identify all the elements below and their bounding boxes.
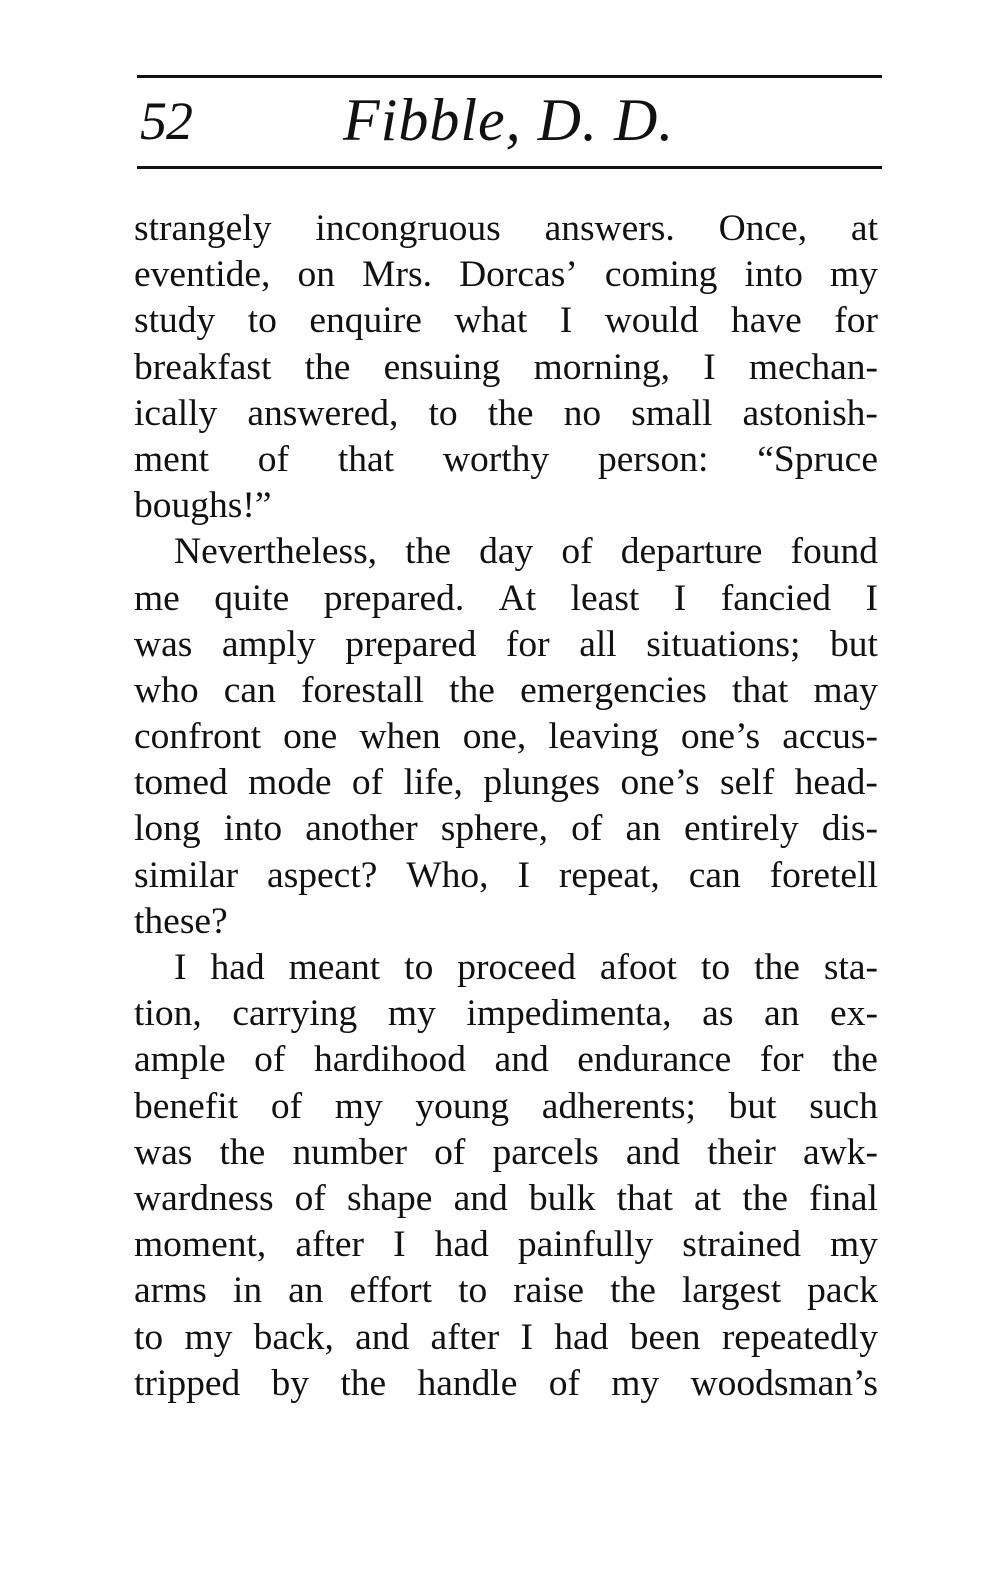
text-line: was the number of parcels and their awk-: [134, 1131, 878, 1173]
text-line: similar aspect? Who, I repeat, can foretell: [134, 854, 878, 896]
body-text: [134, 206, 878, 1407]
text-line: arms in an effort to raise the largest pack: [134, 1270, 878, 1312]
text-line: wardness of shape and bulk that at the final: [134, 1177, 878, 1219]
text-line: long into another sphere, of an entirely dis-: [134, 808, 878, 850]
text-line: tripped by the handle of my woodsman’s: [134, 1362, 878, 1404]
text-line: ment of that worthy person: “Spruce: [134, 438, 878, 480]
text-line: study to enquire what I would have for: [134, 300, 878, 342]
page-number: 52: [140, 91, 192, 151]
text-line: who can forestall the emergencies that may: [134, 669, 878, 711]
running-title: Fibble, D. D.: [343, 87, 675, 153]
text-line: I had meant to proceed afoot to the sta-: [174, 947, 878, 988]
text-line: boughs!”: [134, 485, 272, 527]
text-line: ically answered, to the no small astonish-: [134, 392, 878, 434]
text-line: to my back, and after I had been repeatedly: [134, 1316, 878, 1358]
text-line: ample of hardihood and endurance for the: [134, 1039, 878, 1081]
text-line: breakfast the ensuing morning, I mechan-: [134, 346, 878, 388]
text-line: benefit of my young adherents; but such: [134, 1085, 878, 1127]
text-line: strangely incongruous answers. Once, at: [134, 208, 878, 249]
header-rule-bottom: [137, 166, 882, 169]
text-line: tomed mode of life, plunges one’s self head-: [134, 762, 878, 804]
text-line: Nevertheless, the day of departure found: [174, 531, 878, 573]
text-line: moment, after I had painfully strained my: [134, 1224, 878, 1266]
header-rule-top: [137, 75, 882, 78]
text-line: these?: [134, 900, 228, 942]
text-line: confront one when one, leaving one’s accus-: [134, 716, 878, 758]
text-line: tion, carrying my impedimenta, as an ex-: [134, 993, 878, 1035]
text-line: eventide, on Mrs. Dorcas’ coming into my: [134, 254, 878, 296]
text-line: me quite prepared. At least I fancied I: [134, 577, 878, 619]
text-line: was amply prepared for all situations; but: [134, 623, 878, 665]
